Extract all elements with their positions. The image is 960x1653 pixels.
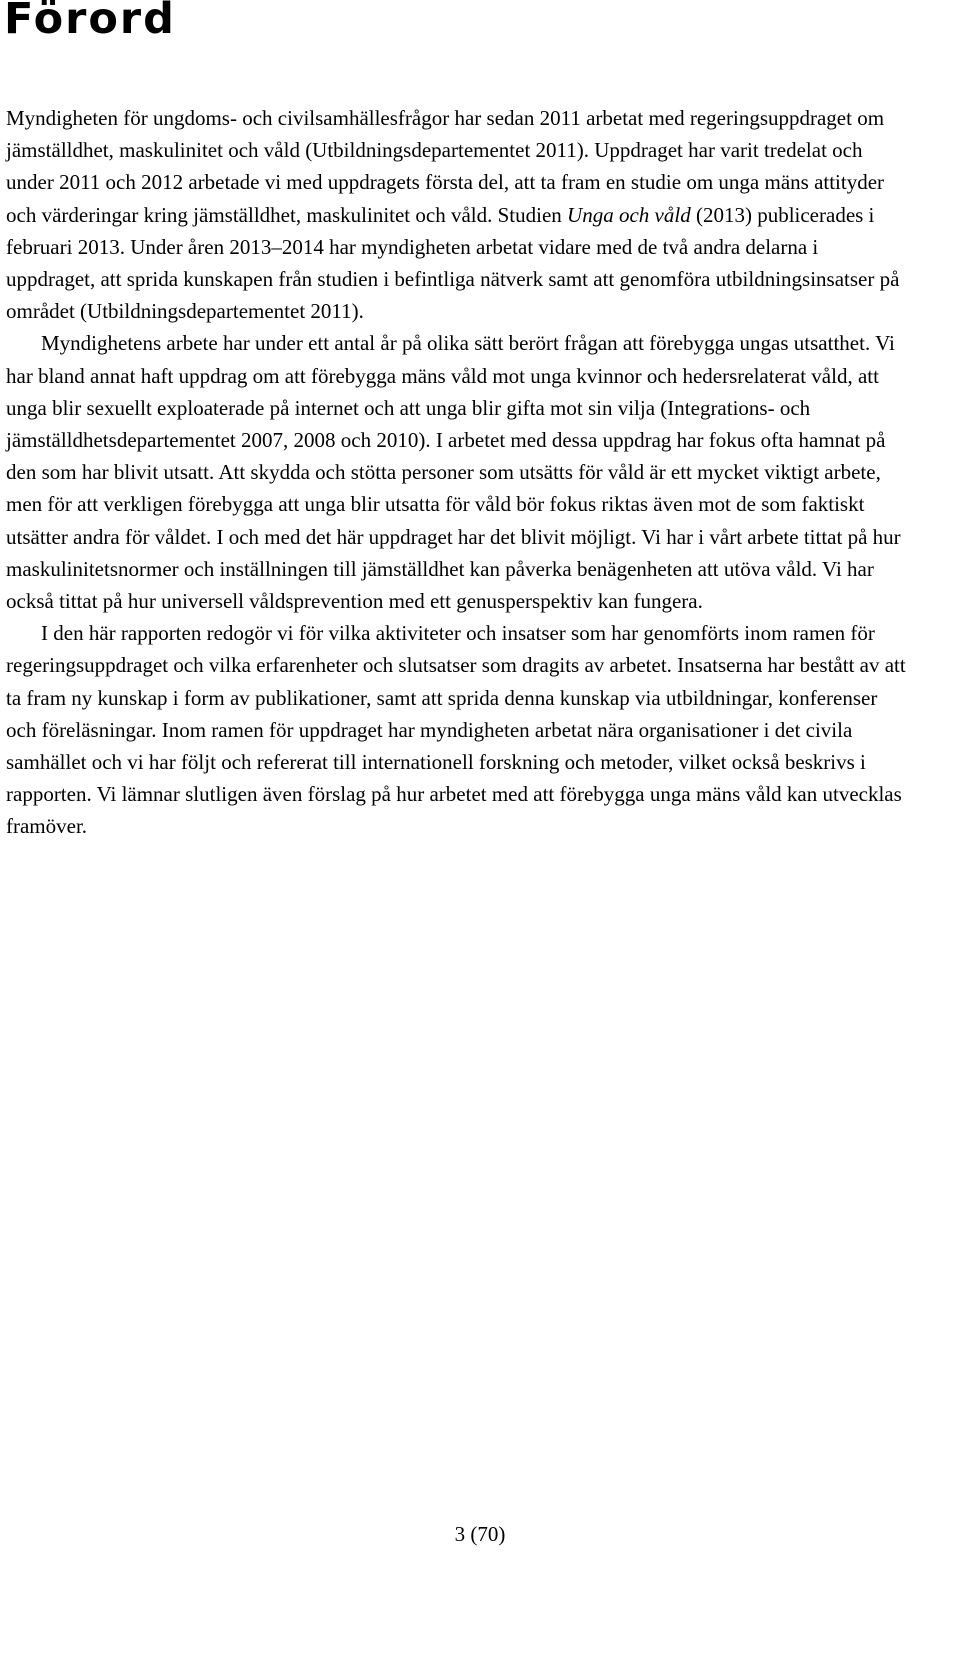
page-title: Förord — [4, 0, 176, 44]
paragraph-1-text-1: Myndigheten för ungdoms- och civilsamhällesfrågor har sedan 2011 arbetat med regeringsuppdraget om jämställdhet, maskulinitet och våld (Utbildningsdepartementet 2011). Uppdraget har varit tredelat och under 2011 och 2012 arbetade vi med uppdragets första del, att ta fram en studie om unga mäns attityder och värderingar kring jämställdhet, maskulinitet och våld. Studien — [6, 106, 885, 227]
publication-title-italic: Unga och våld — [567, 202, 691, 227]
paragraph-2 — [6, 327, 910, 617]
paragraph-2-text: Myndighetens arbete har under ett antal år på olika sätt berört frågan att förebygga ungas utsatthet. Vi har bland annat haft uppdrag om att förebygga mäns våld mot unga kvinnor och hedersrelaterat våld, att unga blir sexuellt exploaterade på internet och att unga blir gifta mot sin vilja (Integrations- och jämställdhetsdepartementet 2007, 2008 och 2010). I arbetet med dessa uppdrag har fokus ofta hamnat på den som har blivit utsatt. Att skydda och stötta personer som utsätts för våld är ett mycket viktigt arbete, men för att verkligen förebygga att unga blir utsatta för våld bör fokus riktas även mot de som faktiskt utsätter andra för våldet. I och med det här uppdraget har det blivit möjligt. Vi har i vårt arbete tittat på hur maskulinitetsnormer och inställningen till jämställdhet kan påverka benägenheten att utöva våld. Vi har också tittat på hur universell våldsprevention med ett genusperspektiv kan fungera. — [6, 331, 901, 614]
body-text — [6, 102, 910, 843]
paragraph-1-text-2: (2013) publicerades i februari 2013. Under åren 2013–2014 har myndigheten arbetat vidare med de två andra delarna i uppdraget, att sprida kunskapen från studien i befintliga nätverk samt att genomföra utbildningsinsatser på området (Utbildningsdepartementet 2011). — [6, 202, 900, 324]
paragraph-3 — [6, 617, 910, 842]
paragraph-1 — [6, 102, 910, 327]
paragraph-3-text: I den här rapporten redogör vi för vilka aktiviteter och insatser som har genomförts inom ramen för regeringsuppdraget och vilka erfarenheter och slutsatser som dragits av arbetet. Insatserna har bestått av att ta fram ny kunskap i form av publikationer, samt att sprida denna kunskap via utbildningar, konferenser och föreläsningar. Inom ramen för uppdraget har myndigheten arbetat nära organisationer i det civila samhället och vi har följt och refererat till internationell forskning och metoder, vilket också beskrivs i rapporten. Vi lämnar slutligen även förslag på hur arbetet med att förebygga unga mäns våld kan utvecklas framöver. — [6, 621, 906, 839]
page-number: 3 (70) — [454, 1522, 506, 1546]
